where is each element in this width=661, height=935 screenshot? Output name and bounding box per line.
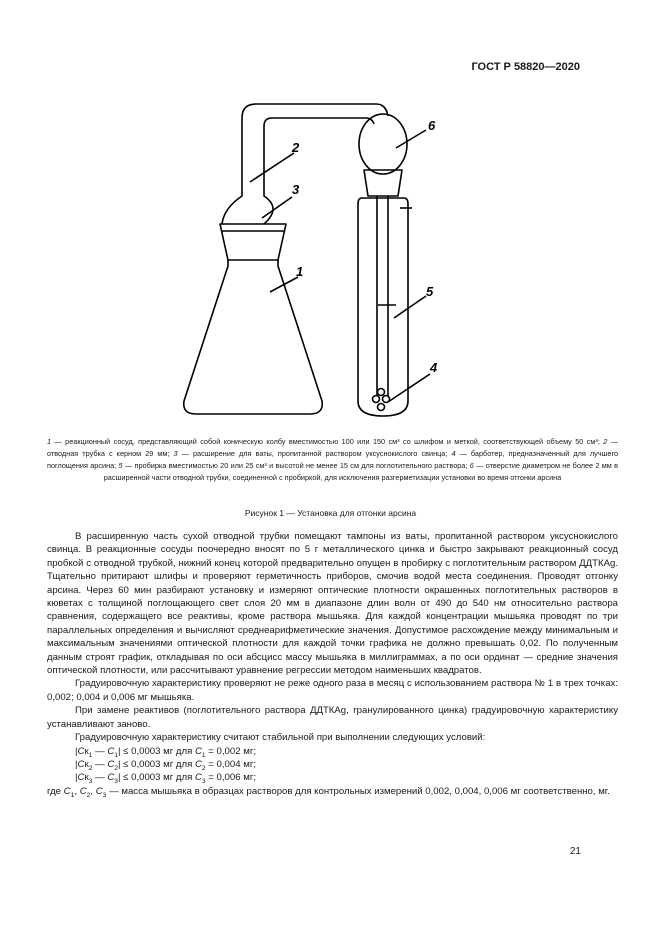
cond-1-sub-a: 1 xyxy=(88,751,93,759)
legend-text-2: отводная трубка с керном 29 мм; xyxy=(47,449,170,458)
cond-2-val: = 0,004 мг; xyxy=(205,758,256,770)
legend-text-1: реакционный сосуд, представляющий собой коническую колбу вместимостью 100 или 150 см³ со шлифом и меткой, соответствующей объему 50 см³; xyxy=(65,437,600,446)
cond-3-tail: | ≤ 0,0003 мг для xyxy=(118,772,195,784)
cond-2-sub-c: 2 xyxy=(201,764,206,772)
label-4: 4 xyxy=(430,360,438,375)
body-text xyxy=(47,530,618,798)
legend-text-3: расширение для ваты, пропитанной раствором уксуснокислого свинца; xyxy=(192,449,448,458)
paragraph-2: Градуировочную характеристику проверяют не реже одного раза в месяц с использованием раствора № 1 в трех точках: 0,002; 0,004 и 0,006 мг мышьяка. xyxy=(47,678,618,703)
cond-3-sub-c: 3 xyxy=(201,778,206,786)
cond-2-tail: | ≤ 0,0003 мг для xyxy=(118,758,195,770)
where-sub-2: 2 xyxy=(86,791,91,799)
legend-num-1: 1 xyxy=(47,437,52,446)
where-clause: где $C_1$, $C_2$, $C_3$ — масса мышьяка в образцах растворов для контрольных измерений 0,002, 0,004, 0,006 мг соответственно, мг. xyxy=(47,785,610,799)
where-sub-3: 3 xyxy=(102,791,107,799)
cond-3-sub-b: 3 xyxy=(114,778,119,786)
cond-2-sub-b: 2 xyxy=(114,764,119,772)
label-6: 6 xyxy=(428,118,436,133)
label-1: 1 xyxy=(296,264,304,279)
legend-text-6: отверстие диаметром не более 2 мм в расширенной части отводной трубки, соединенной с пробиркой, для исключения разгерметизации установки во время отгонки арсина xyxy=(103,461,618,482)
label-2: 2 xyxy=(292,140,300,155)
label-5: 5 xyxy=(426,284,434,299)
cond-3-sub-a: 3 xyxy=(88,778,93,786)
cond-3-val: = 0,006 мг; xyxy=(205,772,256,784)
legend-text-5: пробирка вместимостью 20 или 25 см³ и высотой не менее 15 см для поглотительного раствора; xyxy=(134,461,468,470)
where-rest: — масса мышьяка в образцах растворов для контрольных измерений 0,002, 0,004, 0,006 мг соответственно, мг. xyxy=(106,785,610,797)
legend-num-3: 3 xyxy=(173,449,178,458)
condition-2: $|Cк_2$ — $C_2| \le 0,0003$ мг для $C_2 = 0,004$ мг; xyxy=(75,758,256,772)
legend-num-6: 6 xyxy=(469,461,474,470)
legend-num-5: 5 xyxy=(118,461,123,470)
arsine-apparatus-figure xyxy=(150,96,470,431)
paragraph-1: В расширенную часть сухой отводной трубки помещают тампоны из ваты, пропитанной раствором уксуснокислого свинца. В реакционные сосуды поочередно вносят по 5 г металлического цинка и быстро закрывают реакционный сосуд пробкой с отводной трубкой, нижний конец которой предварительно опущен в пробирку с поглотительным раствором ДДТКAg. Тщательно притирают шлифы и проверяют герметичность приборов, смочив водой места соединения. Проводят отгонку арсина. Через 60 мин разбирают установку и измеряют оптические плотности окрашенных поглотительных растворов в кюветах с толщиной поглощающего свет слоя 20 мм в диапазоне длин волн от 490 до 540 нм относительно раствора сравнения, содержащего все реактивы, кроме раствора мышьяка. Для каждой концентрации мышьяка проводят по три параллельных определения и вычисляют среднеарифметические значения. Допустимое расхождение между минимальным и максимальным значениями оптической плотности для каждой точки графика не должно превышать 0,02. По полученным данным строят график, откладывая по оси абсцисс массу мышьяка в миллиграммах, а по оси ординат — средние значения оптической плотности, или рассчитывают уравнение регрессии методом наименьших квадратов. xyxy=(47,531,618,677)
legend-num-4: 4 xyxy=(451,449,456,458)
condition-1: $|Cк_1$ — $C_1| \le 0,0003$ мг для $C_1 = 0,002$ мг; xyxy=(75,745,256,759)
cond-1-val: = 0,002 мг; xyxy=(205,745,256,757)
standard-header: ГОСТ Р 58820—2020 xyxy=(471,61,580,73)
paragraph-4: Градуировочную характеристику считают стабильной при выполнении следующих условий: xyxy=(75,732,486,744)
cond-2-sub-a: 2 xyxy=(88,764,93,772)
legend-num-2: 2 xyxy=(603,437,608,446)
figure-caption: Рисунок 1 — Установка для отгонки арсина xyxy=(244,508,417,518)
where-sub-1: 1 xyxy=(70,791,75,799)
cond-1-tail: | ≤ 0,0003 мг для xyxy=(118,745,195,757)
page-number: 21 xyxy=(569,846,581,857)
legend-text-4: барботер, предназначенный для лучшего поглощения арсина; xyxy=(47,449,619,470)
label-3: 3 xyxy=(292,182,300,197)
condition-3: $|Cк_3$ — $C_3| \le 0,0003$ мг для $C_3 = 0,006$ мг; xyxy=(75,772,256,786)
paragraph-3: При замене реактивов (поглотительного раствора ДДТКAg, гранулированного цинка) градуировочную характеристику устанавливают заново. xyxy=(47,705,618,730)
cond-1-sub-b: 1 xyxy=(114,751,119,759)
cond-1-sub-c: 1 xyxy=(201,751,206,759)
figure-legend: 1 — реакционный сосуд, представляющий собой коническую колбу вместимостью 100 или 150 см³ со шлифом и меткой, соответствующей объему 50 см³; 2 — отводная трубка с керном 29 мм; 3 — расширение для ваты, пропитанной раствором уксуснокислого свинца; 4 — барботер, предназначенный для лучшего поглощения арсина; 5 — пробирка вместимостью 20 или 25 см³ и высотой не менее 15 см для поглотительного раствора; 6 — отверстие диаметром не более 2 мм в расширенной части отводной трубки, соединенной с пробиркой, для исключения разгерметизации установки во время отгонки арсина xyxy=(47,437,619,482)
where-prefix: где xyxy=(47,785,64,797)
